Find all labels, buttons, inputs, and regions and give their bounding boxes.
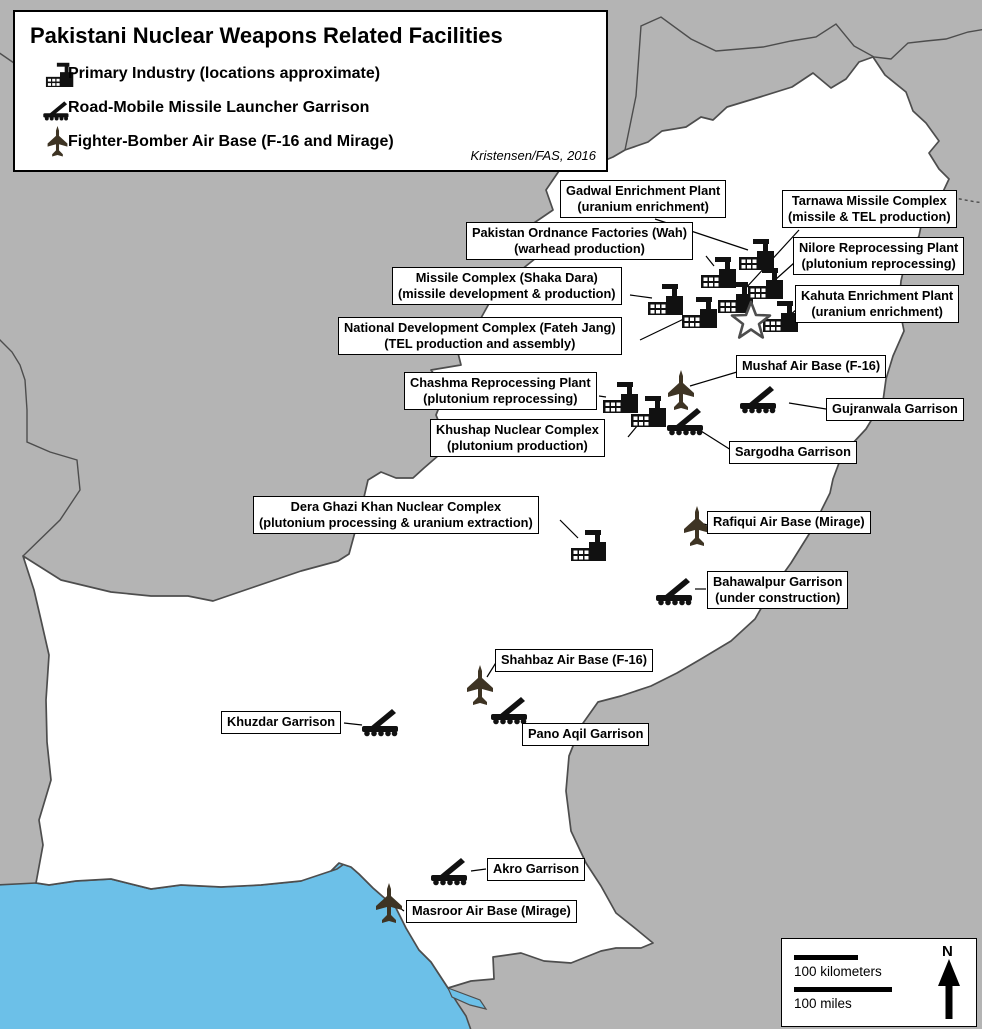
facility-callout-gujranwala [826, 398, 964, 421]
facility-callout-sargodha [729, 441, 857, 464]
facility-label-line: Chashma Reprocessing Plant [410, 375, 591, 390]
facility-label-line: (plutonium production) [447, 437, 588, 453]
km-scale-label: 100 kilometers [794, 964, 882, 979]
legend-item-missile-garrison: Road-Mobile Missile Launcher Garrison [68, 99, 370, 116]
facility-label-line: (missile development & production) [398, 285, 616, 301]
facility-label-line: Pano Aqil Garrison [528, 726, 644, 741]
facility-label-line: Missile Complex (Shaka Dara) [415, 270, 598, 285]
scale-box [781, 938, 977, 1027]
facility-label-line: Shahbaz Air Base (F-16) [501, 652, 648, 667]
facility-callout-shakadara [392, 267, 622, 305]
facility-callout-nilore [793, 237, 964, 275]
facility-callout-dgk [253, 496, 539, 534]
facility-callout-tarnawa [782, 190, 957, 228]
facility-label-line: Gadwal Enrichment Plant [566, 183, 721, 198]
km-scale-bar [794, 955, 858, 960]
attribution: Kristensen/FAS, 2016 [470, 148, 596, 163]
legend-item-primary-industry: Primary Industry (locations approximate) [68, 65, 381, 82]
facility-label-line: (plutonium reprocessing) [801, 255, 956, 271]
north-arrow-icon [934, 959, 966, 1021]
map-title: Pakistani Nuclear Weapons Related Facilities [30, 23, 503, 48]
facility-label-line: Nilore Reprocessing Plant [799, 240, 959, 255]
legend-box [13, 10, 608, 172]
facility-callout-shahbaz [495, 649, 653, 672]
facility-label-line: Pakistan Ordnance Factories (Wah) [472, 225, 687, 240]
facility-callout-gadwal [560, 180, 726, 218]
facility-label-line: (under construction) [715, 589, 841, 605]
north-label: N [942, 943, 953, 960]
facility-label-line: Rafiqui Air Base (Mirage) [713, 514, 865, 529]
facility-callout-chashma [404, 372, 597, 410]
facility-callout-khuzdar [221, 711, 341, 734]
facility-callout-akro [487, 858, 585, 881]
facility-label-line: Bahawalpur Garrison [713, 574, 843, 589]
jet-icon [46, 126, 69, 158]
facility-label-line: (uranium enrichment) [577, 198, 709, 214]
facility-label-line: Kahuta Enrichment Plant [801, 288, 954, 303]
facility-callout-mushaf [736, 355, 886, 378]
facility-callout-wah [466, 222, 693, 260]
facility-callout-rafiqui [707, 511, 871, 534]
facility-label-line: (plutonium processing & uranium extraction) [259, 514, 533, 530]
facility-callout-khushap [430, 419, 605, 457]
facility-label-line: Dera Ghazi Khan Nuclear Complex [290, 499, 502, 514]
facility-callout-ndc [338, 317, 622, 355]
facility-label-line: (plutonium reprocessing) [423, 390, 578, 406]
facility-label-line: National Development Complex (Fateh Jang) [344, 320, 616, 335]
facility-label-line: Gujranwala Garrison [832, 401, 958, 416]
facility-callout-masroor [406, 900, 577, 923]
facility-label-line: Khuzdar Garrison [227, 714, 336, 729]
facility-label-line: Sargodha Garrison [735, 444, 851, 459]
facility-label-line: (warhead production) [514, 240, 645, 256]
facility-callout-panoaqil [522, 723, 649, 746]
facility-label-line: Khushap Nuclear Complex [436, 422, 599, 437]
miles-scale-label: 100 miles [794, 996, 852, 1011]
facility-label-line: Tarnawa Missile Complex [791, 193, 947, 208]
facility-label-line: (TEL production and assembly) [384, 335, 576, 351]
legend-item-air-base: Fighter-Bomber Air Base (F-16 and Mirage) [68, 133, 394, 150]
facility-label-line: Mushaf Air Base (F-16) [742, 358, 881, 373]
facility-callout-bahawalpur [707, 571, 848, 609]
facility-callout-kahuta [795, 285, 959, 323]
facility-label-line: Akro Garrison [493, 861, 580, 876]
facility-label-line: (missile & TEL production) [788, 208, 951, 224]
miles-scale-bar [794, 987, 892, 992]
facility-label-line: (uranium enrichment) [811, 303, 943, 319]
facility-label-line: Masroor Air Base (Mirage) [412, 903, 571, 918]
